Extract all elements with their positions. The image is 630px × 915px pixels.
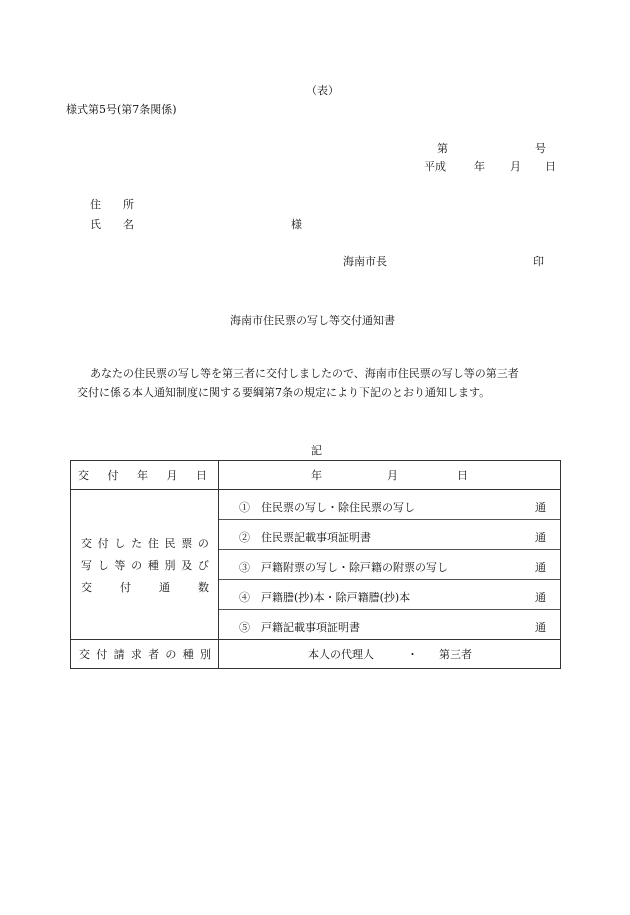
date-label-cell xyxy=(71,461,219,490)
item-text: ④ 戸籍謄(抄)本・除戸籍謄(抄)本 xyxy=(239,591,411,604)
option-agent: 本人の代理人 xyxy=(308,648,374,661)
name-label-2: 名 xyxy=(123,218,134,231)
form-id: 様式第5号(第7条関係) xyxy=(66,103,177,116)
types-label-cell xyxy=(71,490,219,640)
requester-options-cell xyxy=(219,640,561,669)
types-items-cell xyxy=(219,490,561,640)
requester-label-char: 請 xyxy=(113,648,125,661)
date-label-char: 年 xyxy=(137,469,148,482)
option-separator: ・ xyxy=(407,648,418,661)
item-unit: 通 xyxy=(535,501,546,514)
notice-table xyxy=(70,460,561,669)
requester-label-char: の xyxy=(165,648,177,661)
date-year: 年 xyxy=(474,160,485,173)
types-label-char: た xyxy=(131,536,143,550)
types-label-line-1 xyxy=(81,535,209,551)
item-row-2 xyxy=(219,520,560,550)
date-label-char: 月 xyxy=(166,469,178,482)
requester-label-char: 付 xyxy=(96,648,108,661)
item-text: ⑤ 戸籍記載事項証明書 xyxy=(239,621,360,634)
item-text: ② 住民票記載事項証明書 xyxy=(239,531,371,544)
types-label-char: 住 xyxy=(147,536,159,550)
types-label-char: 及 xyxy=(181,558,193,572)
issuer-title: 海南市長 xyxy=(343,255,387,268)
types-label-char: 交 xyxy=(81,536,92,550)
types-label-char: 種 xyxy=(147,558,159,572)
item-row-5 xyxy=(219,610,560,639)
date-row xyxy=(71,461,561,490)
types-label-char: の xyxy=(131,558,143,572)
requester-label-char: 別 xyxy=(199,648,211,661)
item-unit: 通 xyxy=(535,621,546,634)
types-label-char: 付 xyxy=(97,536,109,550)
date-month: 月 xyxy=(510,160,521,173)
types-label-char: 交 xyxy=(81,580,92,594)
date-value-month: 月 xyxy=(387,469,398,482)
side-label: （表） xyxy=(306,84,339,97)
types-label-char: 数 xyxy=(198,580,209,594)
honorific: 様 xyxy=(291,218,302,231)
types-label-char: の xyxy=(197,536,209,550)
note-heading: 記 xyxy=(311,444,322,457)
number-prefix: 第 xyxy=(437,142,448,155)
date-value-day: 日 xyxy=(457,469,468,482)
date-label-char: 日 xyxy=(196,469,207,482)
requester-label-char: 種 xyxy=(182,648,194,661)
date-value-cell xyxy=(219,461,561,490)
name-label-1: 氏 xyxy=(90,218,101,231)
item-unit: 通 xyxy=(535,561,546,574)
item-text: ③ 戸籍附票の写し・除戸籍の附票の写し xyxy=(239,561,448,574)
date-value-year: 年 xyxy=(311,469,322,482)
types-label-char: 写 xyxy=(81,558,92,572)
types-label-char: 等 xyxy=(114,558,126,572)
body-line-1: あなたの住民票の写し等を第三者に交付しましたので、海南市住民票の写し等の第三者 xyxy=(90,367,519,380)
notice-title: 海南市住民票の写し等交付通知書 xyxy=(230,314,395,327)
requester-label-char: 求 xyxy=(130,648,142,661)
date-day: 日 xyxy=(545,160,556,173)
number-suffix: 号 xyxy=(535,142,546,155)
types-label-line-3 xyxy=(81,579,209,595)
types-label-char: 民 xyxy=(164,536,176,550)
option-third-party: 第三者 xyxy=(439,648,472,661)
types-label-char: し xyxy=(114,536,126,550)
types-row xyxy=(71,490,561,640)
item-row-3 xyxy=(219,550,560,580)
types-label-char: 通 xyxy=(159,580,170,594)
address-label-2: 所 xyxy=(123,198,134,211)
address-label-1: 住 xyxy=(90,198,101,211)
item-unit: 通 xyxy=(535,531,546,544)
requester-row xyxy=(71,640,561,669)
date-label-char: 付 xyxy=(107,469,119,482)
date-era: 平成 xyxy=(424,160,446,173)
item-text: ① 住民票の写し・除住民票の写し xyxy=(239,501,415,514)
types-label-line-2 xyxy=(81,557,209,573)
requester-label-char: 者 xyxy=(148,648,160,661)
types-label-char: び xyxy=(197,558,209,572)
date-label-char: 交 xyxy=(78,469,89,482)
item-unit: 通 xyxy=(535,591,546,604)
body-line-2: 交付に係る本人通知制度に関する要綱第7条の規定により下記のとおり通知します。 xyxy=(77,386,491,399)
item-row-4 xyxy=(219,580,560,610)
types-label-char: 付 xyxy=(120,580,131,594)
types-label-char: 票 xyxy=(181,536,193,550)
requester-label-char: 交 xyxy=(79,648,90,661)
types-label-char: し xyxy=(97,558,109,572)
types-label-char: 別 xyxy=(164,558,176,572)
seal-mark: 印 xyxy=(533,255,544,268)
item-row-1 xyxy=(219,490,560,520)
requester-label-cell xyxy=(71,640,219,669)
